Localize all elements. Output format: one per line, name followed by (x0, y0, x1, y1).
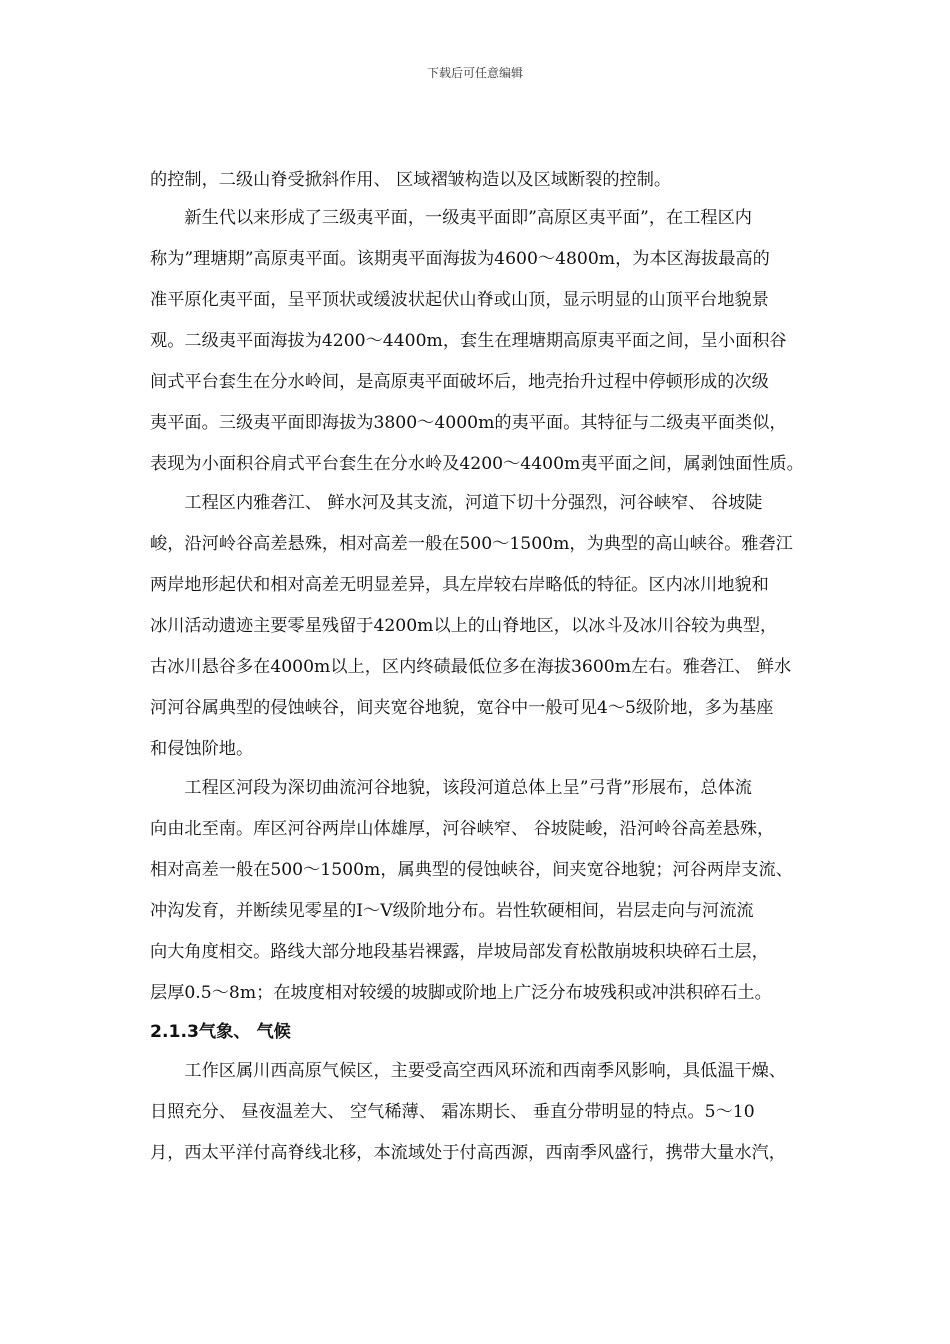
body-line: 准平原化夷平面，呈平顶状或缓波状起伏山脊或山顶，显示明显的山顶平台地貌景 (150, 290, 769, 310)
body-line: 的控制，二级山脊受掀斜作用、 区域褶皱构造以及区域断裂的控制。 (150, 170, 672, 190)
page-header: 下载后可任意编辑 (426, 66, 523, 80)
body-line: 表现为小面积谷肩式平台套生在分水岭及4200～4400m夷平面之间，属剥蚀面性质。 (150, 454, 804, 474)
body-line: 工程区河段为深切曲流河谷地貌，该段河道总体上呈”弓背”形展布，总体流 (150, 778, 752, 798)
body-line: 河河谷属典型的侵蚀峡谷，间夹宽谷地貌，宽谷中一般可见4～5级阶地，多为基座 (150, 698, 774, 718)
body-line: 冲沟发育，并断续见零星的Ⅰ～Ⅴ级阶地分布。岩性软硬相间，岩层走向与河流流 (150, 901, 754, 921)
body-line: 观。二级夷平面海拔为4200～4400m，套生在理塘期高原夷平面之间，呈小面积谷 (150, 331, 787, 351)
body-line: 向大角度相交。路线大部分地段基岩裸露，岸坡局部发育松散崩坡积块碎石土层， (150, 942, 769, 962)
body-line: 古冰川悬谷多在4000m以上，区内终碛最低位多在海拔3600m左右。雅砻江、 鲜水 (150, 657, 792, 677)
body-line: 日照充分、 昼夜温差大、 空气稀薄、 霜冻期长、 垂直分带明显的特点。5～10 (150, 1102, 755, 1122)
body-line: 冰川活动遗迹主要零星残留于4200m以上的山脊地区，以冰斗及冰川谷较为典型， (150, 616, 778, 636)
body-line: 相对高差一般在500～1500m，属典型的侵蚀峡谷，间夹宽谷地貌；河谷两岸支流、 (150, 860, 793, 880)
body-line: 月，西太平洋付高脊线北移，本流域处于付高西源，西南季风盛行，携带大量水汽， (150, 1143, 786, 1163)
body-line: 向由北至南。库区河谷两岸山体雄厚，河谷峡窄、 谷坡陡峻，沿河岭谷高差悬殊， (150, 819, 775, 839)
body-line: 夷平面。三级夷平面即海拔为3800～4000m的夷平面。其特征与二级夷平面类似， (150, 413, 787, 433)
body-line: 新生代以来形成了三级夷平面，一级夷平面即”高原区夷平面”，在工程区内 (150, 208, 752, 228)
body-line: 工程区内雅砻江、 鲜水河及其支流，河道下切十分强烈，河谷峡窄、 谷坡陡 (150, 493, 763, 513)
body-line: 峻，沿河岭谷高差悬殊，相对高差一般在500～1500m，为典型的高山峡谷。雅砻江 (150, 534, 793, 554)
body-line: 间式平台套生在分水岭间，是高原夷平面破坏后，地壳抬升过程中停顿形成的次级 (150, 372, 769, 392)
body-line: 工作区属川西高原气候区，主要受高空西风环流和西南季风影响，具低温干燥、 (150, 1061, 786, 1081)
section-heading: 2.1.3气象、 气候 (150, 1022, 291, 1042)
body-line: 和侵蚀阶地。 (150, 739, 254, 759)
body-line: 两岸地形起伏和相对高差无明显差异，具左岸较右岸略低的特征。区内冰川地貌和 (150, 575, 769, 595)
body-line: 称为”理塘期”高原夷平面。该期夷平面海拔为4600～4800m，为本区海拔最高的 (150, 249, 770, 269)
body-line: 层厚0.5～8m；在坡度相对较缓的坡脚或阶地上广泛分布坡残积或冲洪积碎石土。 (150, 983, 772, 1003)
